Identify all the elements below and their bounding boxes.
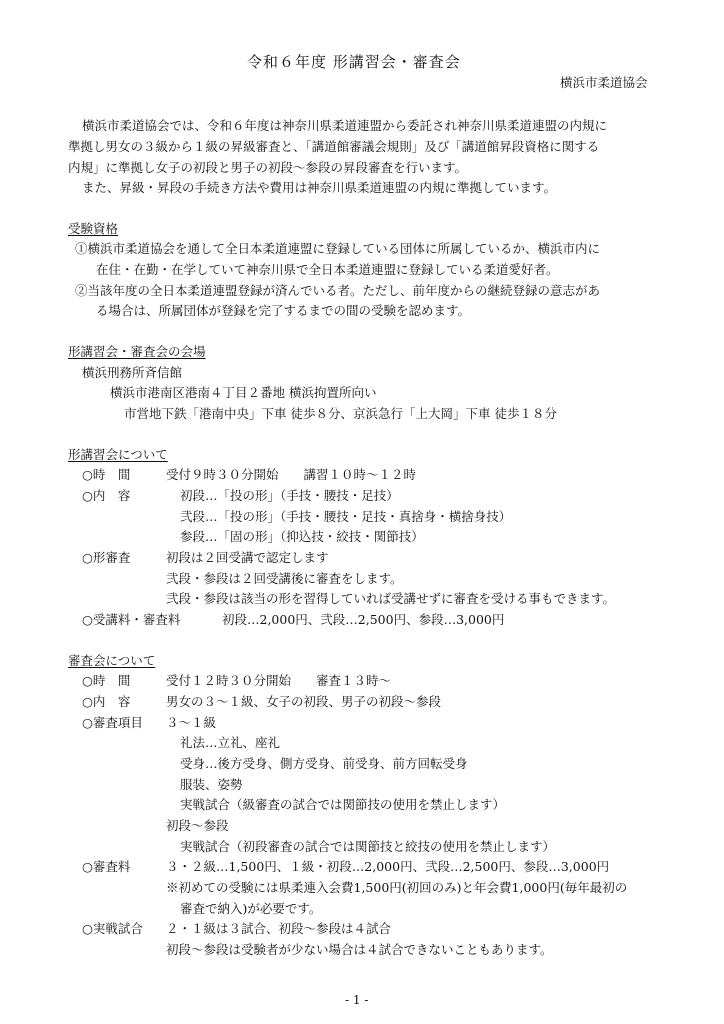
exam-content-value: 男女の３〜１級、女子の初段、男子の初段〜参段 [166,694,442,709]
exam-items-line: 実戦試合（級審査の試合では関節技の使用を禁止します） [180,797,506,812]
exam-match-label: ○実戦試合 [82,921,143,936]
exam-fee-value: ３・２級…1,500円、１級・初段…2,000円、弐段…2,500円、参段…3,000円 [166,859,610,874]
exam-fee-note: ※初めての受験には県柔連入会費1,500円(初回のみ)と年会費1,000円(毎年最初の [166,880,628,895]
intro-line: 内規」に準拠し女子の初段と男子の初段〜参段の昇段審査を行います。 [68,160,468,175]
venue-name: 横浜刑務所斉信館 [82,365,183,380]
page-title: 令和６年度 形講習会・審査会 [247,53,461,71]
organization-name: 横浜市柔道協会 [560,75,648,90]
page-number: - 1 - [345,993,369,1007]
kata-content-label: ○内 容 [82,488,131,503]
kata-exam-line: 弐段・参段は該当の形を習得していれば受講せずに審査を受ける事もできます。 [166,591,616,606]
exam-items-line: 実戦試合（初段審査の試合では関節技と絞技の使用を禁止します） [180,839,556,854]
kata-content-line: 初段…「投の形」（手技・腰技・足技） [180,488,399,503]
exam-heading: 審査会について [68,653,156,668]
exam-match-line: 初段〜参段は受験者が少ない場合は４試合できないこともあります。 [166,942,553,957]
intro-line: また、昇級・昇段の手続き方法や費用は神奈川県柔道連盟の内規に準拠しています。 [82,180,557,195]
venue-heading: 形講習会・審査会の会場 [68,344,206,359]
exam-time-value: 受付１２時３０分開始 審査１３時〜 [166,673,392,688]
exam-items-line: 受身…後方受身、側方受身、前受身、前方回転受身 [180,756,468,771]
exam-items-group-title: ３〜１級 [166,715,217,730]
exam-items-group-title: 初段〜参段 [166,818,229,833]
kata-fee-value: 初段…2,000円、弐段…2,500円、参段…3,000円 [222,612,505,627]
kata-content-line: 弐段…「投の形」（手技・腰技・足技・真捨身・横捨身技） [180,509,512,524]
eligibility-line: ②当該年度の全日本柔道連盟登録が済んでいる者。ただし、前年度からの継続登録の意志があ [75,283,601,298]
kata-content-line: 参段…「固の形」（抑込技・絞技・関節技） [180,529,424,544]
exam-fee-note: 審査で納入)が必要です。 [180,901,322,916]
venue-address: 横浜市港南区港南４丁目２番地 横浜拘置所向い [110,385,377,400]
kata-heading: 形講習会について [68,447,168,462]
eligibility-line: 在住・在勤・在学していて神奈川県で全日本柔道連盟に登録している柔道愛好者。 [96,262,559,277]
kata-exam-label: ○形審査 [82,550,131,565]
kata-time-label: ○時 間 [82,467,131,482]
exam-time-label: ○時 間 [82,673,131,688]
kata-exam-line: 弐段・参段は２回受講後に審査をします。 [166,571,403,586]
exam-items-line: 礼法…立礼、座礼 [180,735,281,750]
eligibility-line: ①横浜市柔道協会を通して全日本柔道連盟に登録している団体に所属しているか、横浜市内に [75,241,601,256]
exam-fee-label: ○審査料 [82,859,131,874]
exam-items-line: 服装、姿勢 [180,777,243,792]
eligibility-heading: 受験資格 [68,221,119,236]
intro-line: 準拠し男女の３級から１級の昇級審査と、「講道館審議会規則」及び「講道館昇段資格に関する [68,139,600,154]
venue-access: 市営地下鉄「港南中央」下車 徒歩８分、京浜急行「上大岡」下車 徒歩１８分 [124,406,557,421]
exam-match-line: ２・１級は３試合、初段〜参段は４試合 [166,921,392,936]
exam-content-label: ○内 容 [82,694,131,709]
kata-exam-line: 初段は２回受講で認定します [166,550,329,565]
intro-line: 横浜市柔道協会では、令和６年度は神奈川県柔道連盟から委託され神奈川県柔道連盟の内規に [82,118,608,133]
exam-items-label: ○審査項目 [82,715,143,730]
kata-time-value: 受付９時３０分開始 講習１０時〜１２時 [166,467,417,482]
eligibility-line: る場合は、所属団体が登録を完了するまでの間の受験を認めます。 [96,303,471,318]
kata-fee-label: ○受講料・審査料 [82,612,181,627]
